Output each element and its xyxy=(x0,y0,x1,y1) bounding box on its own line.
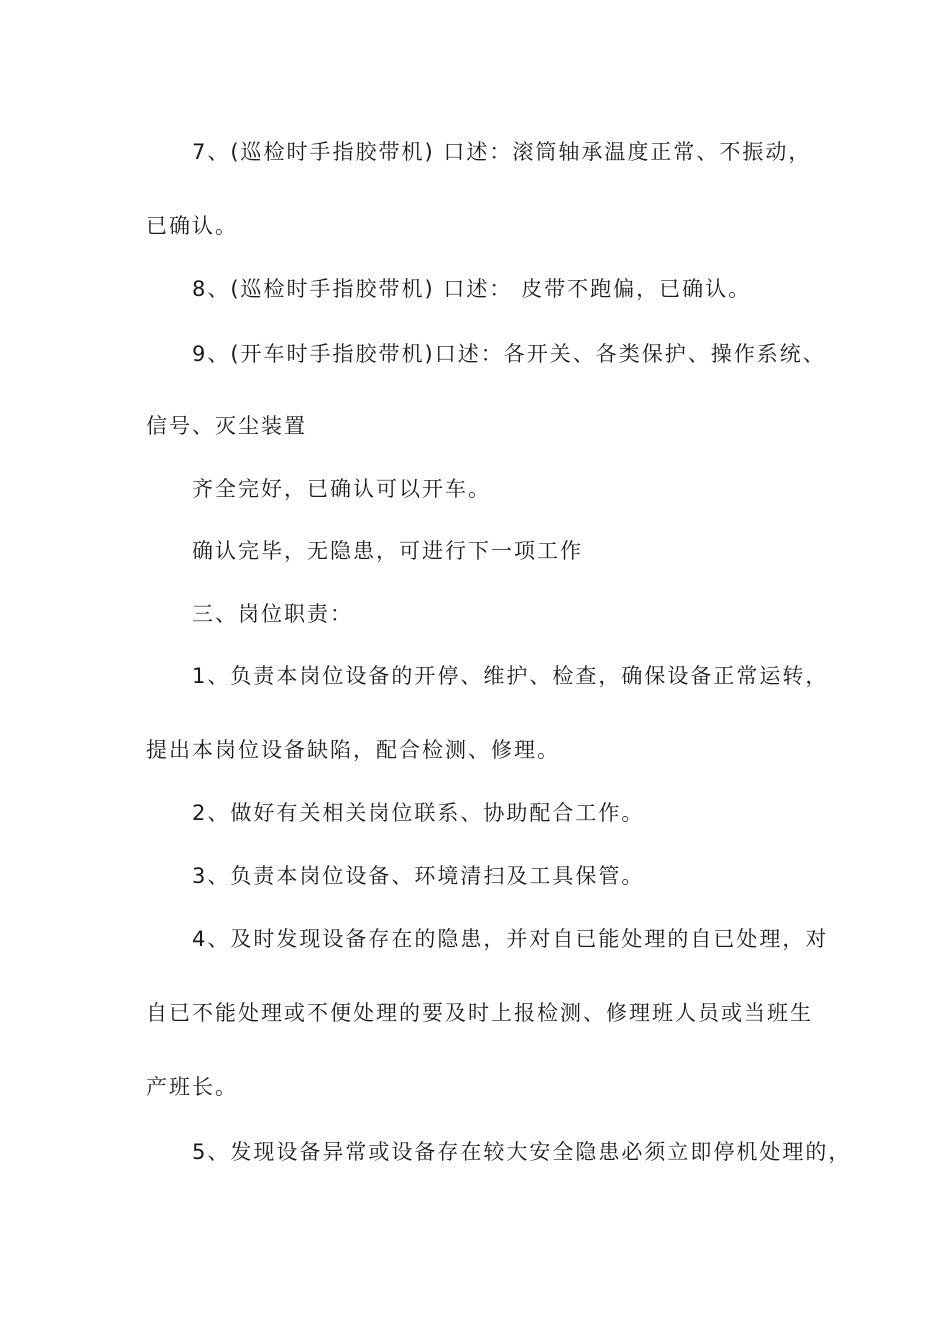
paragraph-item-9-line-3: 齐全完好，已确认可以开车。 xyxy=(192,477,491,501)
duty-item-2: 2、做好有关相关岗位联系、协助配合工作。 xyxy=(192,801,645,825)
duty-item-1-line-1: 1、负责本岗位设备的开停、维护、检查，确保设备正常运转， xyxy=(192,664,829,688)
duty-item-1-line-2: 提出本岗位设备缺陷，配合检测、修理。 xyxy=(146,738,560,762)
paragraph-confirm: 确认完毕，无隐患，可进行下一项工作 xyxy=(192,539,583,563)
paragraph-item-8: 8、(巡检时手指胶带机) 口述： 皮带不跑偏，已确认。 xyxy=(192,277,752,301)
duty-item-3: 3、负责本岗位设备、环境清扫及工具保管。 xyxy=(192,864,645,888)
duty-item-4-line-3: 产班长。 xyxy=(146,1075,238,1099)
section-heading-duties: 三、岗位职责： xyxy=(192,602,353,626)
duty-item-5-line-1: 5、发现设备异常或设备存在较大安全隐患必须立即停机处理的， xyxy=(192,1140,852,1164)
duty-item-4-line-2: 自已不能处理或不便处理的要及时上报检测、修理班人员或当班生 xyxy=(146,1001,813,1025)
duty-item-4-line-1: 4、及时发现设备存在的隐患，并对自已能处理的自已处理，对 xyxy=(192,927,829,951)
paragraph-item-9-line-1: 9、(开车时手指胶带机)口述：各开关、各类保护、操作系统、 xyxy=(192,342,826,366)
paragraph-item-7-line-1: 7、(巡检时手指胶带机) 口述：滚筒轴承温度正常、不振动， xyxy=(192,140,812,164)
paragraph-item-7-line-2: 已确认。 xyxy=(146,214,238,238)
paragraph-item-9-line-2: 信号、灭尘装置 xyxy=(146,414,307,438)
